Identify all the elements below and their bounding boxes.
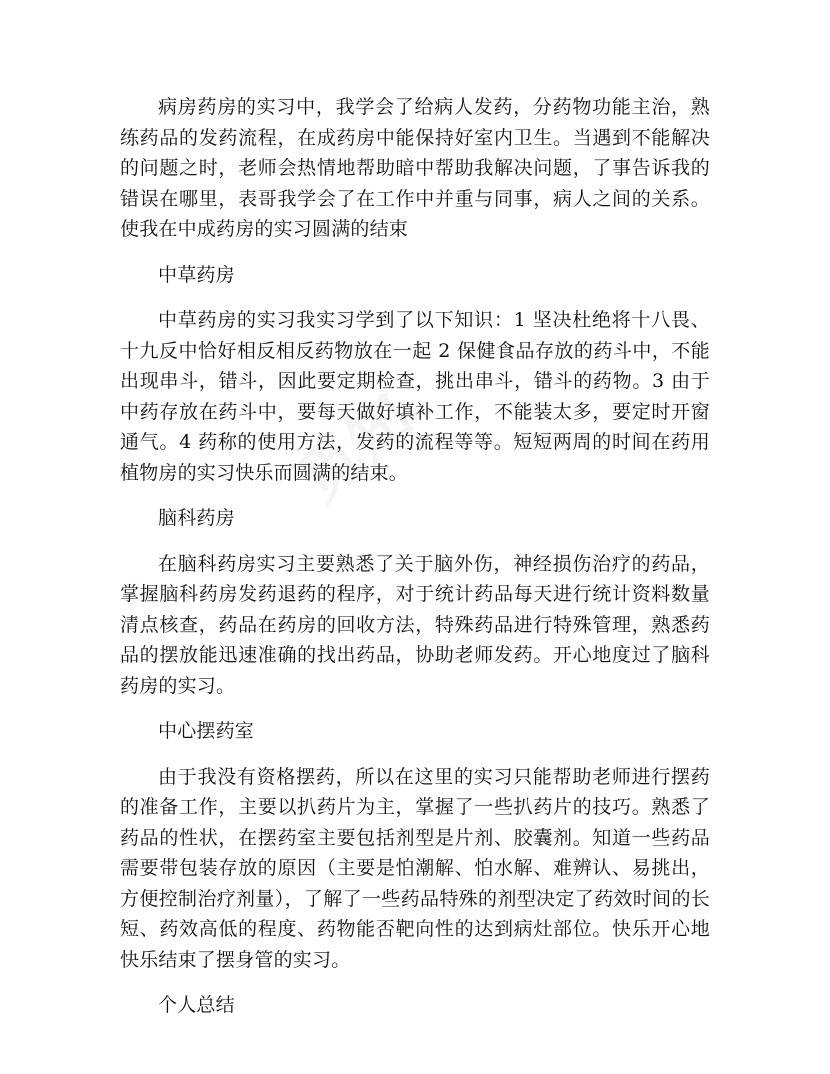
section-heading-neurology-pharmacy: 脑科药房 <box>158 507 235 529</box>
paragraph-central-dispensing-room: 由于我没有资格摆药，所以在这里的实习只能帮助老师进行摆药的准备工作，主要以扒药片为主，掌握了一些扒药片的技巧。熟悉了药品的性状，在摆药室主要包括剂型是片剂、胶囊剂。知道一些药品需要带包装存放的原因（主要是怕潮解、怕水解、难辨认、易挑出，方便控制治疗剂量），了解了一些药品特殊的剂型决定了药效时间的长短、药效高低的程度、药物能否靶向性的达到病灶部位。快乐开心地快乐结束了摆身管的实习。 <box>120 765 710 971</box>
paragraph-ward-pharmacy: 病房药房的实习中，我学会了给病人发药，分药物功能主治，熟练药品的发药流程，在成药房中能保持好室内卫生。当遇到不能解决的问题之时，老师会热情地帮助暗中帮助我解决问题，了事告诉我的错误在哪里，表哥我学会了在工作中并重与同事，病人之间的关系。使我在中成药房的实习圆满的结束 <box>120 96 710 240</box>
section-heading-personal-summary: 个人总结 <box>158 994 235 1016</box>
paragraph-chinese-herbal-pharmacy: 中草药房的实习我实习学到了以下知识：1 坚决杜绝将十八畏、十九反中恰好相反相反药物放在一起 2 保健食品存放的药斗中，不能出现串斗，错斗，因此要定期检查，挑出串斗，错斗的药物。3 由于中药存放在药斗中，要每天做好填补工作，不能装太多，要定时开窗通气。4 药称的使用方法，发药的流程等等。短短两周的时间在药用植物房的实习快乐而圆满的结束。 <box>120 309 710 484</box>
document-body <box>120 92 710 1036</box>
section-heading-chinese-herbal-pharmacy: 中草药房 <box>158 263 235 286</box>
section-heading-central-dispensing-room: 中心摆药室 <box>158 720 255 742</box>
paragraph-neurology-pharmacy: 在脑科药房实习主要熟悉了关于脑外伤，神经损伤治疗的药品，掌握脑科药房发药退药的程序，对于统计药品每天进行统计资料数量清点核查，药品在药房的回收方法，特殊药品进行特殊管理，熟悉药品的摆放能迅速准确的找出药品，协助老师发药。开心地度过了脑科药房的实习。 <box>120 552 710 697</box>
